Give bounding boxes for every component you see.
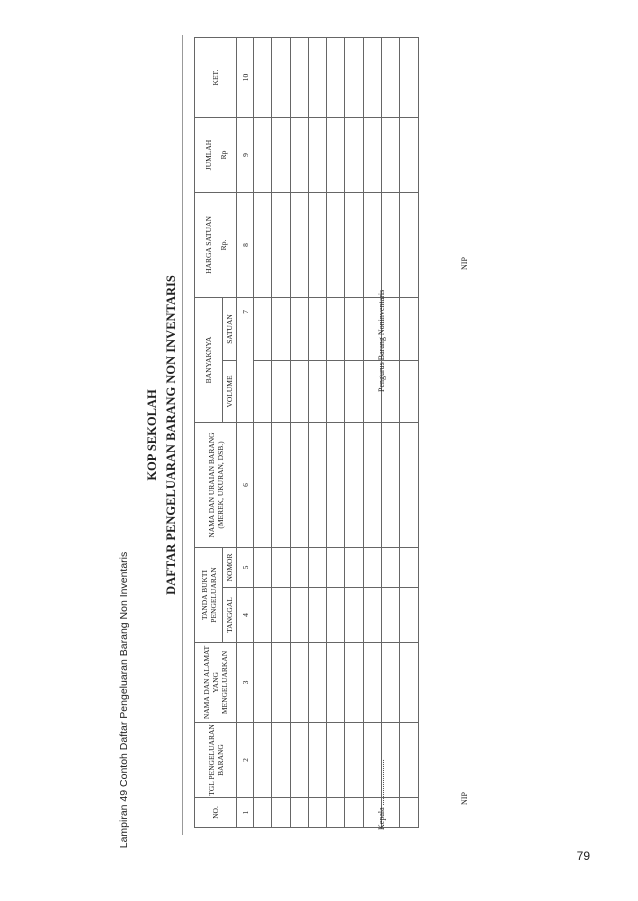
col-number: 5 xyxy=(237,548,254,588)
caption: Lampiran 49 Contoh Daftar Pengeluaran Barang Non Inventaris xyxy=(118,551,130,849)
page-number: 79 xyxy=(576,849,590,863)
column-number-row xyxy=(237,37,254,827)
table-row xyxy=(345,37,363,827)
table-row xyxy=(290,37,308,827)
col-tanda-bukti: TANDA BUKTI PENGELUARAN xyxy=(195,548,223,643)
col-tgl: TGL PENGELUARAN BARANG xyxy=(195,723,237,798)
col-nama-alamat: NAMA DAN ALAMAT YANG MENGELUARKAN xyxy=(195,643,237,723)
col-number: 4 xyxy=(237,588,254,643)
harga-label: HARGA SATUAN xyxy=(203,216,213,274)
jumlah-label: JUMLAH xyxy=(203,139,213,171)
col-volume: VOLUME xyxy=(223,361,237,423)
document-title: DAFTAR PENGELUARAN BARANG NON INVENTARIS xyxy=(164,275,178,595)
school-header: KOP SEKOLAH xyxy=(145,389,159,481)
col-jumlah xyxy=(195,117,237,192)
col-number: 2 xyxy=(237,723,254,798)
table-row xyxy=(400,37,418,827)
col-number: 3 xyxy=(237,643,254,723)
table-row xyxy=(363,37,381,827)
col-tanggal: TANGGAL xyxy=(223,588,237,643)
col-satuan: SATUAN xyxy=(223,297,237,360)
jumlah-unit: Rp xyxy=(218,150,228,160)
table-row xyxy=(254,37,272,827)
table-row xyxy=(308,37,326,827)
table-row xyxy=(272,37,290,827)
expenditure-table xyxy=(194,37,419,828)
table-row xyxy=(382,37,400,827)
kepala-signature-label: Kepala ....................... xyxy=(377,759,386,830)
col-number: 7 xyxy=(237,297,254,422)
col-number: 1 xyxy=(237,798,254,828)
header-rule xyxy=(182,35,183,835)
col-number: 9 xyxy=(237,117,254,192)
col-ket: KET. xyxy=(195,37,237,117)
col-harga xyxy=(195,192,237,297)
col-number: 6 xyxy=(237,423,254,548)
nip-left: NIP xyxy=(460,792,469,805)
harga-unit: Rp. xyxy=(218,239,228,251)
rotated-document xyxy=(142,35,638,835)
pengurus-signature-label: Pengurus Barang Noninventaris xyxy=(377,289,386,392)
table-row xyxy=(327,37,345,827)
col-uraian: NAMA DAN URAIAN BARANG (MEREK, UKURAN, DSB.) xyxy=(195,423,237,548)
col-nomor: NOMOR xyxy=(223,548,237,588)
col-banyaknya: BANYAKNYA xyxy=(195,297,223,422)
col-number: 8 xyxy=(237,192,254,297)
col-no: NO. xyxy=(195,798,237,828)
col-number: 10 xyxy=(237,37,254,117)
nip-right: NIP xyxy=(460,257,469,270)
